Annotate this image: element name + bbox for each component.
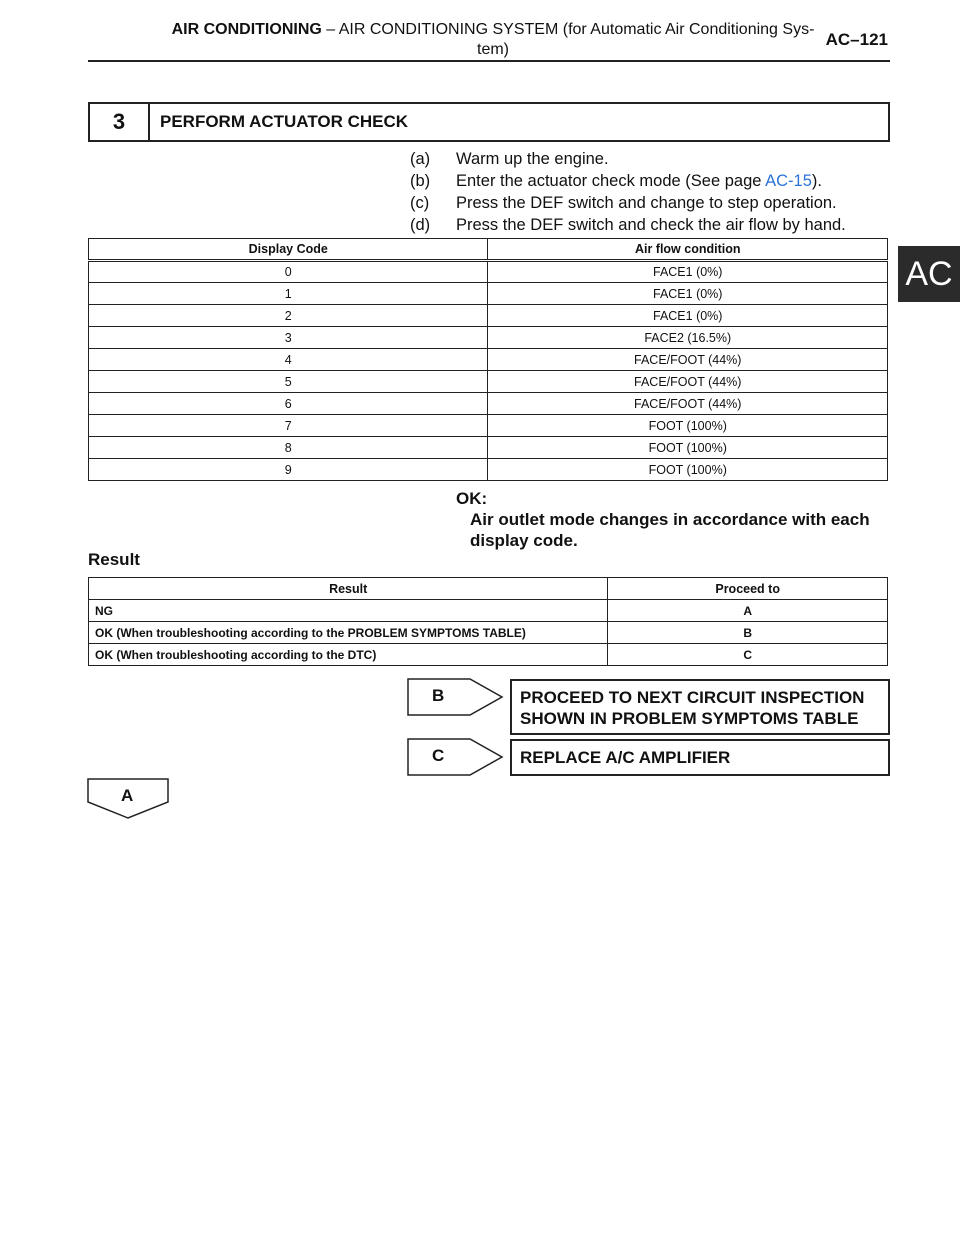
outcome-a-label: A: [121, 786, 134, 805]
airflow-cell: FOOT (100%): [488, 415, 888, 437]
airflow-cell: FOOT (100%): [488, 437, 888, 459]
arrow-c-icon: [408, 739, 502, 775]
instruction-marker: (b): [410, 172, 431, 190]
display-code-cell: 4: [89, 349, 488, 371]
display-code-cell: 0: [89, 261, 488, 283]
page-number: AC–121: [825, 30, 888, 49]
instruction-text: Press the DEF switch and change to step operation.: [456, 194, 837, 212]
instruction-marker: (d): [410, 216, 431, 234]
result-cell: OK (When troubleshooting according to the DTC): [89, 644, 608, 666]
airflow-cell: FACE2 (16.5%): [488, 327, 888, 349]
header-title-bold: AIR CONDITIONING: [171, 21, 322, 38]
arrow-b-icon: [408, 679, 502, 715]
airflow-cell: FACE/FOOT (44%): [488, 349, 888, 371]
instruction-text: Press the DEF switch and check the air flow by hand.: [456, 216, 846, 234]
outcome-b-text-line2: SHOWN IN PROBLEM SYMPTOMS TABLE: [520, 709, 859, 728]
page-link-ac-15[interactable]: AC-15: [765, 172, 812, 190]
display-code-cell: 5: [89, 371, 488, 393]
step-title: PERFORM ACTUATOR CHECK: [160, 112, 409, 131]
instruction-marker: (c): [410, 194, 430, 212]
instruction-marker: (a): [410, 150, 431, 168]
outcome-b-box: [510, 679, 890, 735]
outcome-c-label: C: [432, 746, 445, 765]
outcome-c-text: REPLACE A/C AMPLIFIER: [520, 748, 731, 767]
airflow-cell: FACE1 (0%): [488, 283, 888, 305]
instruction-text-end: ).: [811, 172, 822, 190]
instruction-text: Warm up the engine.: [456, 150, 609, 168]
display-code-cell: 7: [89, 415, 488, 437]
column-header: Proceed to: [608, 578, 888, 600]
result-heading: Result: [88, 550, 140, 569]
ok-text-line1: Air outlet mode changes in accordance with each: [470, 510, 870, 529]
proceed-cell: B: [608, 622, 888, 644]
proceed-cell: A: [608, 600, 888, 622]
airflow-cell: FACE1 (0%): [488, 305, 888, 327]
airflow-cell: FOOT (100%): [488, 459, 888, 481]
header-title-rest: – AIR CONDITIONING SYSTEM (for Automatic Air Conditioning Sys-: [321, 21, 815, 38]
proceed-cell: C: [608, 644, 888, 666]
column-header: Air flow condition: [488, 239, 888, 261]
airflow-cell: FACE/FOOT (44%): [488, 371, 888, 393]
outcome-b-text-line1: PROCEED TO NEXT CIRCUIT INSPECTION: [520, 688, 865, 707]
instruction-text: Enter the actuator check mode (See page: [456, 172, 766, 190]
display-code-cell: 8: [89, 437, 488, 459]
outcome-c-box: [510, 739, 890, 776]
column-header: Result: [89, 578, 608, 600]
result-cell: NG: [89, 600, 608, 622]
column-header: Display Code: [89, 239, 488, 261]
display-code-cell: 1: [89, 283, 488, 305]
airflow-cell: FACE/FOOT (44%): [488, 393, 888, 415]
outcome-b-label: B: [432, 686, 445, 705]
step-number: 3: [90, 104, 150, 140]
display-code-cell: 2: [89, 305, 488, 327]
display-code-cell: 9: [89, 459, 488, 481]
display-code-cell: 3: [89, 327, 488, 349]
ok-text-line2: display code.: [470, 531, 578, 550]
result-cell: OK (When troubleshooting according to the PROBLEM SYMPTOMS TABLE): [89, 622, 608, 644]
ok-label: OK:: [456, 489, 488, 508]
header-title-line2: tem): [477, 41, 509, 58]
display-code-cell: 6: [89, 393, 488, 415]
airflow-cell: FACE1 (0%): [488, 261, 888, 283]
section-tab-ac: AC: [898, 246, 960, 302]
